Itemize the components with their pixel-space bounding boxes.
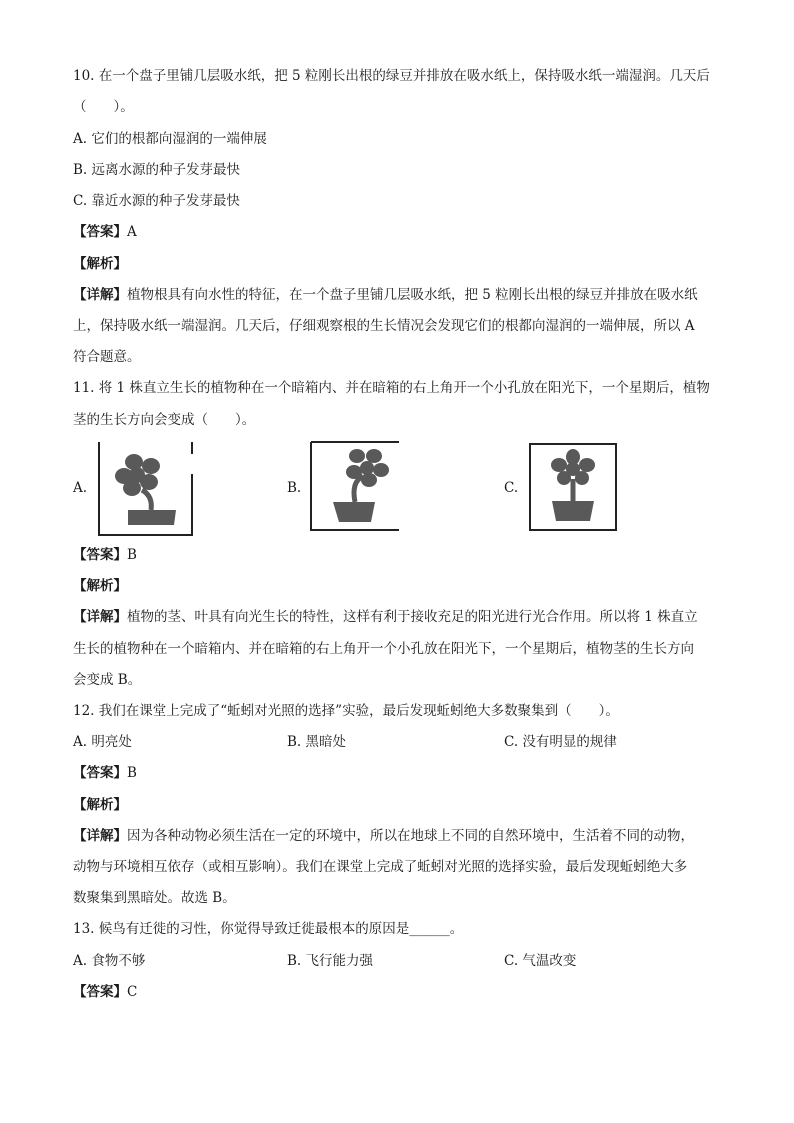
answer-value: A (127, 224, 137, 240)
q11-figure-b-plant-in-box (309, 440, 401, 532)
detail-tag: 【详解】 (73, 828, 127, 844)
q10-stem-line-1: 10. 在一个盘子里铺几层吸水纸，把 5 粒刚长出根的绿豆并排放在吸水纸上，保持吸水纸一端湿润。几天后 (73, 68, 710, 84)
answer-tag: 【答案】 (73, 547, 127, 563)
detail-text: 因为各种动物必须生活在一定的环境中，所以在地球上不同的自然环境中，生活着不同的动物， (127, 828, 694, 844)
q10-answer (73, 222, 137, 242)
q13-answer (73, 982, 137, 1002)
answer-tag: 【答案】 (73, 224, 127, 240)
q10-stem-line-2: （ ）。 (73, 99, 134, 115)
q10-option-c: C. 靠近水源的种子发芽最快 (73, 193, 240, 209)
detail-tag: 【详解】 (73, 287, 127, 303)
q11-detail-line-1 (73, 607, 698, 627)
q12-option-b: B. 黑暗处 (287, 734, 347, 750)
q12-detail-line-2: 动物与环境相互依存（或相互影响）。我们在课堂上完成了蚯蚓对光照的选择实验，最后发现蚯蚓绝大多 (73, 859, 688, 875)
q12-option-a: A. 明亮处 (73, 734, 132, 750)
plant-stem (142, 490, 151, 510)
flower-pot (128, 510, 176, 525)
q10-detail-line-1 (73, 285, 698, 305)
q13-stem: 13. 候鸟有迁徙的习性，你觉得导致迁徙最根本的原因是______。 (73, 921, 464, 937)
q12-analysis-tag: 【解析】 (73, 797, 127, 813)
q11-figure-c-plant-in-box (529, 443, 617, 531)
q13-option-a: A. 食物不够 (73, 953, 146, 969)
flower-pot (333, 502, 375, 522)
q11-figure-a-plant-in-box (97, 440, 194, 537)
q10-option-a: A. 它们的根都向湿润的一端伸展 (73, 131, 267, 147)
detail-text: 植物根具有向水性的特征，在一个盘子里铺几层吸水纸，把 5 粒刚长出根的绿豆并排放在吸水纸 (127, 287, 698, 303)
q10-option-b: B. 远离水源的种子发芽最快 (73, 162, 241, 178)
q12-answer (73, 763, 137, 783)
answer-value: B (127, 765, 137, 781)
q12-detail-line-1 (73, 826, 694, 846)
q11-figure-a-label: A. (73, 480, 88, 496)
q10-detail-line-2: 上，保持吸水纸一端湿润。几天后，仔细观察根的生长情况会发现它们的根都向湿润的一端伸展，所以 A (73, 318, 695, 334)
detail-tag: 【详解】 (73, 609, 127, 625)
q11-figure-c-label: C. (504, 480, 519, 496)
q11-stem-line-2: 茎的生长方向会变成（ ）。 (73, 412, 256, 428)
q12-stem: 12. 我们在课堂上完成了“蚯蚓对光照的选择”实验，最后发现蚯蚓绝大多数聚集到（ ）。 (73, 703, 619, 719)
q11-detail-line-3: 会变成 B。 (73, 672, 142, 688)
answer-tag: 【答案】 (73, 984, 127, 1000)
flower-head (346, 449, 389, 487)
q10-detail-line-3: 符合题意。 (73, 349, 141, 365)
flower-pot (552, 501, 594, 521)
q11-stem-line-1: 11. 将 1 株直立生长的植物种在一个暗箱内、并在暗箱的右上角开一个小孔放在阳光下，一个星期后，植物 (73, 380, 710, 396)
q12-detail-line-3: 数聚集到黑暗处。故选 B。 (73, 890, 236, 906)
answer-value: B (127, 547, 137, 563)
q11-detail-line-2: 生长的植物种在一个暗箱内、并在暗箱的右上角开一个小孔放在阳光下，一个星期后，植物茎的生长方向 (73, 641, 694, 657)
q11-answer (73, 545, 137, 565)
q13-option-b: B. 飞行能力强 (287, 953, 374, 969)
answer-tag: 【答案】 (73, 765, 127, 781)
q11-analysis-tag: 【解析】 (73, 578, 127, 594)
answer-value: C (127, 984, 138, 1000)
q13-option-c: C. 气温改变 (504, 953, 577, 969)
q11-figure-b-label: B. (287, 480, 302, 496)
flower-head (115, 454, 160, 496)
detail-text: 植物的茎、叶具有向光生长的特性，这样有利于接收充足的阳光进行光合作用。所以将 1 株直立 (127, 609, 698, 625)
q12-option-c: C. 没有明显的规律 (504, 734, 617, 750)
q10-analysis-tag: 【解析】 (73, 256, 127, 272)
